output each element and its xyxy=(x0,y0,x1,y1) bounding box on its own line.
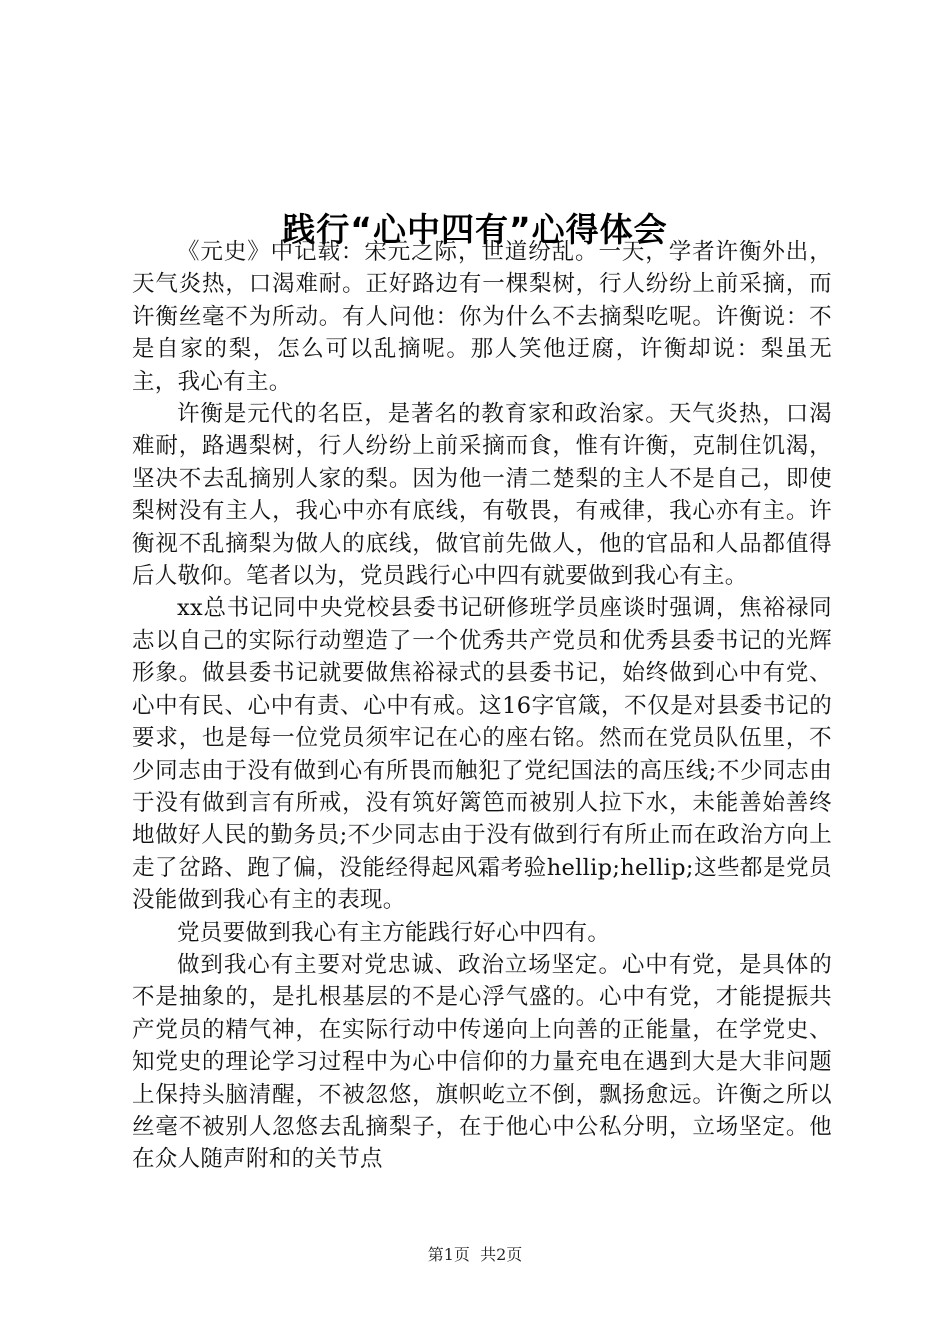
paragraph-5: 做到我心有主要对党忠诚、政治立场坚定。心中有党，是具体的不是抽象的，是扎根基层的不是心浮气盛的。心中有党，才能提振共产党员的精气神，在实际行动中传递向上向善的正能量，在学党史、知党史的理论学习过程中为心中信仰的力量充电在遇到大是大非问题上保持头脑清醒，不被忽悠，旗帜屹立不倒，飘扬愈远。许衡之所以丝毫不被别人忽悠去乱摘梨子，在于他心中公私分明，立场坚定。他在众人随声附和的关节点 xyxy=(132,951,832,1173)
page-number-label: 第1页 共2页 xyxy=(427,1245,523,1264)
page-footer xyxy=(0,1245,950,1265)
paragraph-2: 许衡是元代的名臣，是著名的教育家和政治家。天气炎热，口渴难耐，路遇梨树，行人纷纷上前采摘而食，惟有许衡，克制住饥渴，坚决不去乱摘别人家的梨。因为他一清二楚梨的主人不是自己，即使梨树没有主人，我心中亦有底线，有敬畏，有戒律，我心亦有主。许衡视不乱摘梨为做人的底线，做官前先做人，他的官品和人品都值得后人敬仰。笔者以为，党员践行心中四有就要做到我心有主。 xyxy=(132,401,832,590)
paragraph-4: 党员要做到我心有主方能践行好心中四有。 xyxy=(177,919,611,946)
paragraph-3: xx总书记同中央党校县委书记研修班学员座谈时强调，焦裕禄同志以自己的实际行动塑造了一个优秀共产党员和优秀县委书记的光辉形象。做县委书记就要做焦裕禄式的县委书记，始终做到心中有党、心中有民、心中有责、心中有戒。这16字官箴，不仅是对县委书记的要求，也是每一位党员须牢记在心的座右铭。然而在党员队伍里，不少同志由于没有做到心有所畏而触犯了党纪国法的高压线;不少同志由于没有做到言有所戒，没有筑好篱笆而被别人拉下水，未能善始善终地做好人民的勤务员;不少同志由于没有做到行有所止而在政治方向上走了岔路、跑了偏，没能经得起风霜考验hellip;hellip;这些都是党员没能做到我心有主的表现。 xyxy=(132,595,832,914)
paragraph-1: 《元史》中记载：宋元之际，世道纷乱。一天，学者许衡外出，天气炎热，口渴难耐。正好路边有一棵梨树，行人纷纷上前采摘，而许衡丝毫不为所动。有人问他：你为什么不去摘梨吃呢。许衡说：不是自家的梨，怎么可以乱摘呢。那人笑他迂腐，许衡却说：梨虽无主，我心有主。 xyxy=(132,239,832,395)
document-body xyxy=(132,236,832,1176)
document-title: 践行“心中四有”心得体会 xyxy=(282,210,668,250)
